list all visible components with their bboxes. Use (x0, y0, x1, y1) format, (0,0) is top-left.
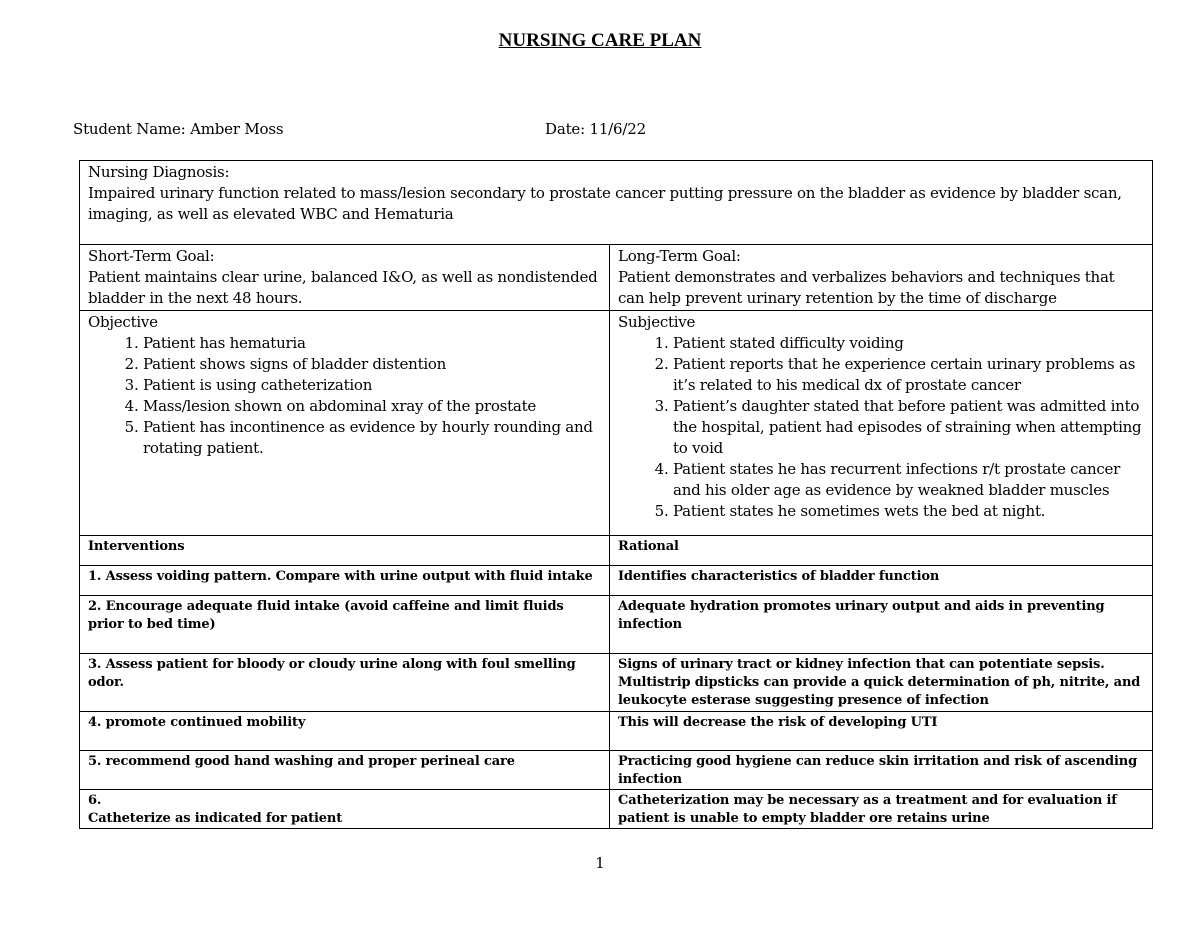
short-term-goal-cell (80, 245, 610, 311)
long-term-goal-text: Patient demonstrates and verbalizes behaviors and techniques that can help prevent urinary retention by the time of discharge (618, 268, 1115, 307)
intervention-number: 6. (88, 793, 102, 808)
intervention-cell (80, 790, 610, 829)
long-term-goal-label: Long-Term Goal: (618, 247, 741, 265)
goals-row (80, 245, 1153, 311)
list-item: 4. Mass/lesion shown on abdominal xray of the prostate (143, 396, 601, 417)
list-item: 3. Patient’s daughter stated that before patient was admitted into the hospital, patient had episodes of straining when attempting to void (673, 396, 1144, 459)
subjective-label: Subjective (618, 313, 696, 331)
rational-cell: Signs of urinary tract or kidney infection that can potentiate sepsis. Multistrip dipsticks can provide a quick determination of ph, nitrite, and leukocyte esterase suggesting presence of infection (610, 654, 1153, 712)
intervention-cell: 4. promote continued mobility (80, 712, 610, 751)
objective-list (88, 333, 601, 459)
plan-date: Date: 11/6/22 (545, 120, 646, 138)
list-item: 4. Patient states he has recurrent infections r/t prostate cancer and his older age as evidence by weakned bladder muscles (673, 459, 1144, 501)
table-row (80, 566, 1153, 596)
list-item: 5. Patient states he sometimes wets the bed at night. (673, 501, 1144, 522)
page-number: 1 (595, 854, 605, 872)
short-term-goal-label: Short-Term Goal: (88, 247, 215, 265)
list-item: 1. Patient has hematuria (143, 333, 601, 354)
list-item: 5. Patient has incontinence as evidence by hourly rounding and rotating patient. (143, 417, 601, 459)
rational-cell: Practicing good hygiene can reduce skin irritation and risk of ascending infection (610, 751, 1153, 790)
list-item: 1. Patient stated difficulty voiding (673, 333, 1144, 354)
objective-cell (80, 311, 610, 536)
diagnosis-cell (80, 161, 1153, 245)
subjective-list (618, 333, 1144, 522)
diagnosis-row (80, 161, 1153, 245)
rational-cell: This will decrease the risk of developing UTI (610, 712, 1153, 751)
interventions-header: Interventions (80, 536, 610, 566)
list-item: 3. Patient is using catheterization (143, 375, 601, 396)
table-row (80, 712, 1153, 751)
diagnosis-text: Impaired urinary function related to mass/lesion secondary to prostate cancer putting pressure on the bladder as evidence by bladder scan, imaging, as well as elevated WBC and Hematuria (88, 184, 1122, 223)
list-item: 2. Patient shows signs of bladder distention (143, 354, 601, 375)
intervention-cell: 3. Assess patient for bloody or cloudy urine along with foul smelling odor. (80, 654, 610, 712)
subjective-cell (610, 311, 1153, 536)
rational-cell: Identifies characteristics of bladder function (610, 566, 1153, 596)
rational-cell: Catheterization may be necessary as a treatment and for evaluation if patient is unable to empty bladder ore retains urine (610, 790, 1153, 829)
intervention-text: Catheterize as indicated for patient (88, 811, 343, 826)
intervention-cell: 2. Encourage adequate fluid intake (avoid caffeine and limit fluids prior to bed time) (80, 596, 610, 654)
assessment-row (80, 311, 1153, 536)
objective-label: Objective (88, 313, 158, 331)
intervention-cell: 1. Assess voiding pattern. Compare with urine output with fluid intake (80, 566, 610, 596)
care-plan-table (79, 160, 1153, 829)
table-row (80, 596, 1153, 654)
interventions-header-row (80, 536, 1153, 566)
short-term-goal-text: Patient maintains clear urine, balanced I&O, as well as nondistended bladder in the next 48 hours. (88, 268, 598, 307)
long-term-goal-cell (610, 245, 1153, 311)
student-name: Student Name: Amber Moss (73, 120, 284, 138)
table-row (80, 751, 1153, 790)
list-item: 2. Patient reports that he experience certain urinary problems as it’s related to his medical dx of prostate cancer (673, 354, 1144, 396)
table-row (80, 790, 1153, 829)
intervention-cell: 5. recommend good hand washing and proper perineal care (80, 751, 610, 790)
rational-cell: Adequate hydration promotes urinary output and aids in preventing infection (610, 596, 1153, 654)
rational-header: Rational (610, 536, 1153, 566)
table-row (80, 654, 1153, 712)
diagnosis-label: Nursing Diagnosis: (88, 163, 230, 181)
document-title: NURSING CARE PLAN (498, 30, 702, 51)
